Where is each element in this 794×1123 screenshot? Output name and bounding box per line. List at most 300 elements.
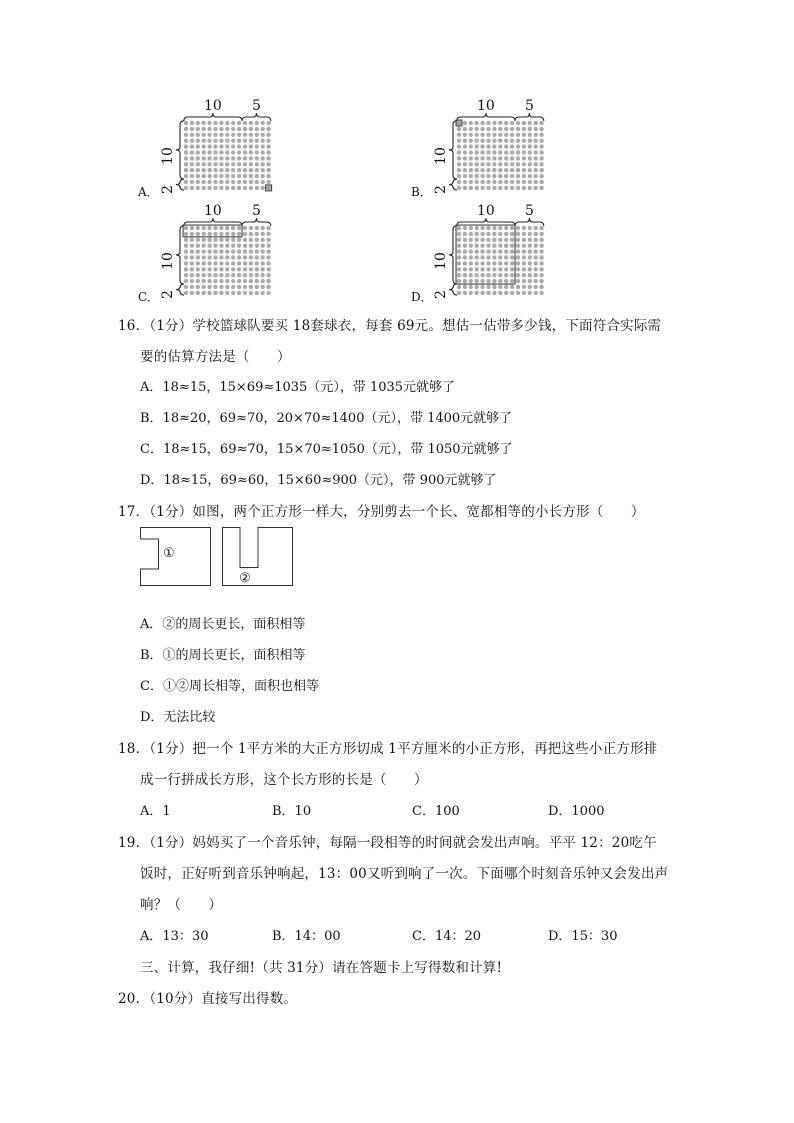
grid-dot <box>528 255 532 259</box>
grid-dot <box>266 255 270 259</box>
grid-dot <box>469 249 473 253</box>
grid-dot <box>475 127 479 131</box>
grid-dot <box>213 249 217 253</box>
grid-dot <box>480 249 484 253</box>
brace-label-top-10: 10 <box>204 203 222 219</box>
grid-dot <box>475 279 479 283</box>
grid-dot <box>457 133 461 137</box>
grid-dot <box>261 232 265 236</box>
grid-dot <box>516 261 520 265</box>
q17-figure-2-label: ② <box>239 571 251 586</box>
q17-option-b[interactable]: B．①的周长更长，面积相等 <box>140 648 306 663</box>
grid-dot <box>190 232 194 236</box>
grid-dot <box>498 279 502 283</box>
grid-dot <box>480 156 484 160</box>
grid-dot <box>243 273 247 277</box>
grid-dot <box>243 279 247 283</box>
grid-dot <box>486 127 490 131</box>
grid-dot <box>219 156 223 160</box>
grid-dot <box>539 226 543 230</box>
grid-dot <box>202 244 206 248</box>
option-c-dot-grid[interactable] <box>138 200 288 305</box>
dot-grid-svg <box>138 95 288 200</box>
grid-dot <box>539 127 543 131</box>
grid-dot <box>498 238 502 242</box>
grid-dot <box>480 180 484 184</box>
grid-dot <box>202 180 206 184</box>
grid-dot <box>539 273 543 277</box>
grid-dot <box>184 168 188 172</box>
grid-dot <box>255 255 259 259</box>
grid-dot <box>516 156 520 160</box>
grid-dot <box>255 249 259 253</box>
q18-option-c[interactable]: C．100 <box>412 804 460 819</box>
grid-dot <box>243 139 247 143</box>
dot-grid-svg <box>138 200 288 305</box>
grid-dot <box>539 255 543 259</box>
grid-dot <box>504 238 508 242</box>
grid-dot <box>266 232 270 236</box>
grid-dot <box>534 267 538 271</box>
grid-dot <box>225 232 229 236</box>
grid-dot <box>231 232 235 236</box>
q19-option-d[interactable]: D．15：30 <box>548 929 618 944</box>
grid-dot <box>498 139 502 143</box>
grid-dot <box>522 279 526 283</box>
q17-option-a[interactable]: A．②的周长更长，面积相等 <box>140 617 306 632</box>
q18-option-d[interactable]: D．1000 <box>548 804 605 819</box>
grid-dot <box>492 186 496 190</box>
grid-dot <box>202 139 206 143</box>
grid-dot <box>486 273 490 277</box>
grid-dot <box>492 144 496 148</box>
grid-dot <box>231 168 235 172</box>
grid-dot <box>534 133 538 137</box>
grid-dot <box>516 226 520 230</box>
grid-dot <box>184 232 188 236</box>
brace-label-left-2: 2 <box>433 290 449 300</box>
grid-dot <box>202 261 206 265</box>
grid-dot <box>261 249 265 253</box>
grid-dot <box>492 174 496 178</box>
grid-dot <box>475 150 479 154</box>
grid-dot <box>492 285 496 289</box>
grid-dot <box>534 279 538 283</box>
grid-dot <box>184 121 188 125</box>
grid-dot <box>475 249 479 253</box>
grid-dot <box>522 180 526 184</box>
grid-dot <box>522 249 526 253</box>
grid-dot <box>237 267 241 271</box>
q16-option-c[interactable]: C．18≈15，69≈70，15×70≈1050（元），带 1050元就够了 <box>140 442 513 457</box>
grid-dot <box>469 291 473 295</box>
grid-dot <box>255 139 259 143</box>
grid-dot <box>231 279 235 283</box>
grid-dot <box>528 249 532 253</box>
grid-dot <box>196 150 200 154</box>
grid-dot <box>219 279 223 283</box>
grid-dot <box>463 150 467 154</box>
grid-dot <box>196 139 200 143</box>
grid-dot <box>457 150 461 154</box>
grid-dot <box>480 139 484 143</box>
grid-dot <box>225 279 229 283</box>
grid-dot <box>249 261 253 265</box>
grid-dot <box>243 244 247 248</box>
grid-dot <box>516 127 520 131</box>
grid-dot <box>486 168 490 172</box>
grid-dot <box>539 121 543 125</box>
grid-dot <box>463 139 467 143</box>
grid-dot <box>504 249 508 253</box>
grid-dot <box>219 144 223 148</box>
grid-dot <box>510 133 514 137</box>
grid-dot <box>469 285 473 289</box>
grid-dot <box>469 168 473 172</box>
grid-dot <box>190 144 194 148</box>
grid-dot <box>237 238 241 242</box>
grid-dot <box>504 174 508 178</box>
grid-dot <box>184 156 188 160</box>
grid-dot <box>237 180 241 184</box>
grid-dot <box>266 267 270 271</box>
grid-dot <box>504 226 508 230</box>
grid-dot <box>261 255 265 259</box>
grid-dot <box>231 267 235 271</box>
grid-dot <box>492 150 496 154</box>
q17-figure-2 <box>222 527 293 586</box>
grid-dot <box>261 133 265 137</box>
grid-dot <box>486 285 490 289</box>
brace-label-left-10: 10 <box>433 147 449 165</box>
brace <box>184 113 242 121</box>
grid-dot <box>486 244 490 248</box>
grid-dot <box>243 156 247 160</box>
grid-dot <box>261 162 265 166</box>
grid-dot <box>213 180 217 184</box>
grid-dot <box>255 174 259 178</box>
grid-dot <box>475 226 479 230</box>
grid-dot <box>463 156 467 160</box>
grid-dot <box>237 232 241 236</box>
grid-dot <box>463 180 467 184</box>
brace-label-left-10: 10 <box>433 252 449 270</box>
grid-dot <box>237 162 241 166</box>
grid-dot <box>213 226 217 230</box>
grid-dot <box>190 244 194 248</box>
grid-dot <box>457 279 461 283</box>
grid-dot <box>202 133 206 137</box>
brace <box>449 179 457 190</box>
grid-dot <box>237 133 241 137</box>
grid-dot <box>539 139 543 143</box>
grid-dot <box>516 279 520 283</box>
grid-dot <box>255 238 259 242</box>
grid-dot <box>480 121 484 125</box>
grid-dot <box>219 244 223 248</box>
grid-dot <box>534 121 538 125</box>
q17-option-c[interactable]: C．①②周长相等，面积也相等 <box>140 679 319 694</box>
grid-dot <box>190 180 194 184</box>
grid-dot <box>492 121 496 125</box>
q16-option-d[interactable]: D．18≈15，69≈60，15×60≈900（元），带 900元就够了 <box>140 473 497 488</box>
grid-dot <box>522 255 526 259</box>
grid-dot <box>475 291 479 295</box>
grid-dot <box>190 238 194 242</box>
grid-dot <box>457 168 461 172</box>
grid-dot <box>207 186 211 190</box>
grid-dot <box>237 226 241 230</box>
grid-dot <box>498 156 502 160</box>
grid-dot <box>196 279 200 283</box>
grid-dot <box>534 139 538 143</box>
grid-dot <box>510 267 514 271</box>
grid-dot <box>486 133 490 137</box>
grid-dot <box>463 238 467 242</box>
grid-dot <box>498 244 502 248</box>
grid-dot <box>463 244 467 248</box>
grid-dot <box>243 267 247 271</box>
grid-dot <box>213 168 217 172</box>
grid-dot <box>231 127 235 131</box>
grid-dot <box>469 232 473 236</box>
grid-dot <box>207 226 211 230</box>
grid-dot <box>539 150 543 154</box>
grid-dot <box>266 226 270 230</box>
grid-dot <box>196 186 200 190</box>
grid-dot <box>463 261 467 265</box>
grid-dot <box>207 133 211 137</box>
grid-dot <box>522 232 526 236</box>
grid-dot <box>504 186 508 190</box>
grid-dot <box>261 174 265 178</box>
grid-dot <box>243 174 247 178</box>
grid-dot <box>492 249 496 253</box>
grid-dot <box>492 139 496 143</box>
grid-dot <box>469 121 473 125</box>
q19-option-c[interactable]: C．14：20 <box>412 929 482 944</box>
grid-dot <box>469 261 473 265</box>
grid-dot <box>486 156 490 160</box>
grid-dot <box>207 279 211 283</box>
grid-dot <box>225 186 229 190</box>
grid-dot <box>522 121 526 125</box>
grid-dot <box>249 127 253 131</box>
grid-dot <box>486 226 490 230</box>
grid-dot <box>510 156 514 160</box>
grid-dot <box>539 238 543 242</box>
grid-dot <box>486 186 490 190</box>
grid-dot <box>504 232 508 236</box>
brace-label-left-2: 2 <box>160 290 176 300</box>
grid-dot <box>261 127 265 131</box>
grid-dot <box>225 150 229 154</box>
grid-dot <box>237 249 241 253</box>
option-d-dot-grid[interactable] <box>411 200 561 305</box>
grid-dot <box>510 279 514 283</box>
grid-dot <box>213 144 217 148</box>
grid-dot <box>510 180 514 184</box>
q16-option-b[interactable]: B．18≈20，69≈70，20×70≈1400（元），带 1400元就够了 <box>140 411 513 426</box>
grid-dot <box>469 150 473 154</box>
grid-dot <box>492 226 496 230</box>
grid-dot <box>504 291 508 295</box>
grid-dot <box>504 244 508 248</box>
q17-stem: 17．（1分）如图，两个正方形一样大，分别剪去一个长、宽都相等的小长方形（ ） <box>118 504 645 520</box>
grid-dot <box>480 150 484 154</box>
grid-dot <box>249 150 253 154</box>
grid-dot <box>225 144 229 148</box>
grid-dot <box>225 261 229 265</box>
grid-dot <box>522 174 526 178</box>
grid-dot <box>225 285 229 289</box>
grid-dot <box>243 291 247 295</box>
brace <box>176 179 184 190</box>
grid-dot <box>213 133 217 137</box>
grid-dot <box>475 285 479 289</box>
grid-dot <box>255 150 259 154</box>
grid-dot <box>196 121 200 125</box>
grid-dot <box>255 127 259 131</box>
grid-dot <box>196 174 200 178</box>
grid-dot <box>255 267 259 271</box>
grid-dot <box>184 267 188 271</box>
grid-dot <box>480 127 484 131</box>
grid-dot <box>190 156 194 160</box>
grid-dot <box>475 273 479 277</box>
q18-option-a[interactable]: A．1 <box>140 804 171 819</box>
grid-dot <box>255 133 259 137</box>
grid-dot <box>207 249 211 253</box>
grid-dot <box>184 291 188 295</box>
grid-dot <box>219 168 223 172</box>
grid-dot <box>539 267 543 271</box>
grid-dot <box>190 279 194 283</box>
grid-dot <box>463 285 467 289</box>
grid-dot <box>231 261 235 265</box>
grid-dot <box>504 162 508 166</box>
grid-dot <box>463 249 467 253</box>
grid-dot <box>184 186 188 190</box>
grid-dot <box>516 162 520 166</box>
q19-option-b[interactable]: B．14：00 <box>272 929 341 944</box>
grid-dot <box>480 244 484 248</box>
grid-dot <box>266 249 270 253</box>
grid-dot <box>231 180 235 184</box>
brace <box>449 284 457 295</box>
grid-dot <box>516 186 520 190</box>
grid-dot <box>539 156 543 160</box>
grid-dot <box>219 139 223 143</box>
option-b-dot-grid[interactable] <box>411 95 561 200</box>
grid-dot <box>261 139 265 143</box>
grid-dot <box>266 156 270 160</box>
grid-dot <box>498 162 502 166</box>
grid-dot <box>522 133 526 137</box>
grid-dot <box>510 168 514 172</box>
grid-dot <box>480 273 484 277</box>
grid-dot <box>225 139 229 143</box>
grid-dot <box>480 261 484 265</box>
grid-dot <box>225 156 229 160</box>
grid-dot <box>243 226 247 230</box>
grid-dot <box>213 285 217 289</box>
grid-dot <box>249 168 253 172</box>
grid-dot <box>510 186 514 190</box>
grid-dot <box>196 249 200 253</box>
grid-dot <box>498 267 502 271</box>
grid-dot <box>463 291 467 295</box>
grid-dot <box>534 261 538 265</box>
q18-option-b[interactable]: B．10 <box>272 804 312 819</box>
grid-dot <box>522 267 526 271</box>
brace-label-top-10: 10 <box>477 98 495 114</box>
dot-grid-svg <box>411 200 561 305</box>
grid-dot <box>213 267 217 271</box>
q17-option-d[interactable]: D．无法比较 <box>140 710 216 725</box>
grid-dot <box>522 291 526 295</box>
grid-dot <box>231 133 235 137</box>
grid-dot <box>184 150 188 154</box>
brace-label-left-2: 2 <box>433 185 449 195</box>
grid-dot <box>261 238 265 242</box>
option-a-dot-grid[interactable] <box>138 95 288 200</box>
grid-dot <box>480 255 484 259</box>
grid-dot <box>202 255 206 259</box>
q19-option-a[interactable]: A．13：30 <box>140 929 209 944</box>
grid-dot <box>486 291 490 295</box>
grid-dot <box>480 174 484 178</box>
grid-dot <box>463 255 467 259</box>
grid-dot <box>528 156 532 160</box>
grid-dot <box>516 180 520 184</box>
grid-dot <box>492 279 496 283</box>
grid-dot <box>480 168 484 172</box>
grid-dot <box>237 127 241 131</box>
grid-dot <box>534 186 538 190</box>
brace <box>176 121 184 179</box>
grid-dot <box>516 273 520 277</box>
grid-dot <box>202 279 206 283</box>
grid-dot <box>498 127 502 131</box>
grid-dot <box>202 238 206 242</box>
grid-dot <box>522 127 526 131</box>
brace <box>176 284 184 295</box>
grid-dot <box>225 255 229 259</box>
grid-dot <box>231 285 235 289</box>
grid-dot <box>492 168 496 172</box>
grid-dot <box>219 150 223 154</box>
grid-dot <box>510 139 514 143</box>
brace-label-left-10: 10 <box>160 252 176 270</box>
grid-dot <box>243 285 247 289</box>
grid-dot <box>469 273 473 277</box>
grid-dot <box>528 180 532 184</box>
grid-dot <box>510 144 514 148</box>
grid-dot <box>528 244 532 248</box>
grid-dot <box>522 139 526 143</box>
grid-dot <box>249 121 253 125</box>
q16-option-a[interactable]: A．18≈15，15×69≈1035（元），带 1035元就够了 <box>140 380 456 395</box>
grid-dot <box>202 232 206 236</box>
grid-dot <box>469 267 473 271</box>
grid-dot <box>237 255 241 259</box>
grid-dot <box>213 139 217 143</box>
grid-dot <box>184 238 188 242</box>
grid-dot <box>190 255 194 259</box>
grid-dot <box>225 121 229 125</box>
brace-label-top-5: 5 <box>524 98 534 114</box>
